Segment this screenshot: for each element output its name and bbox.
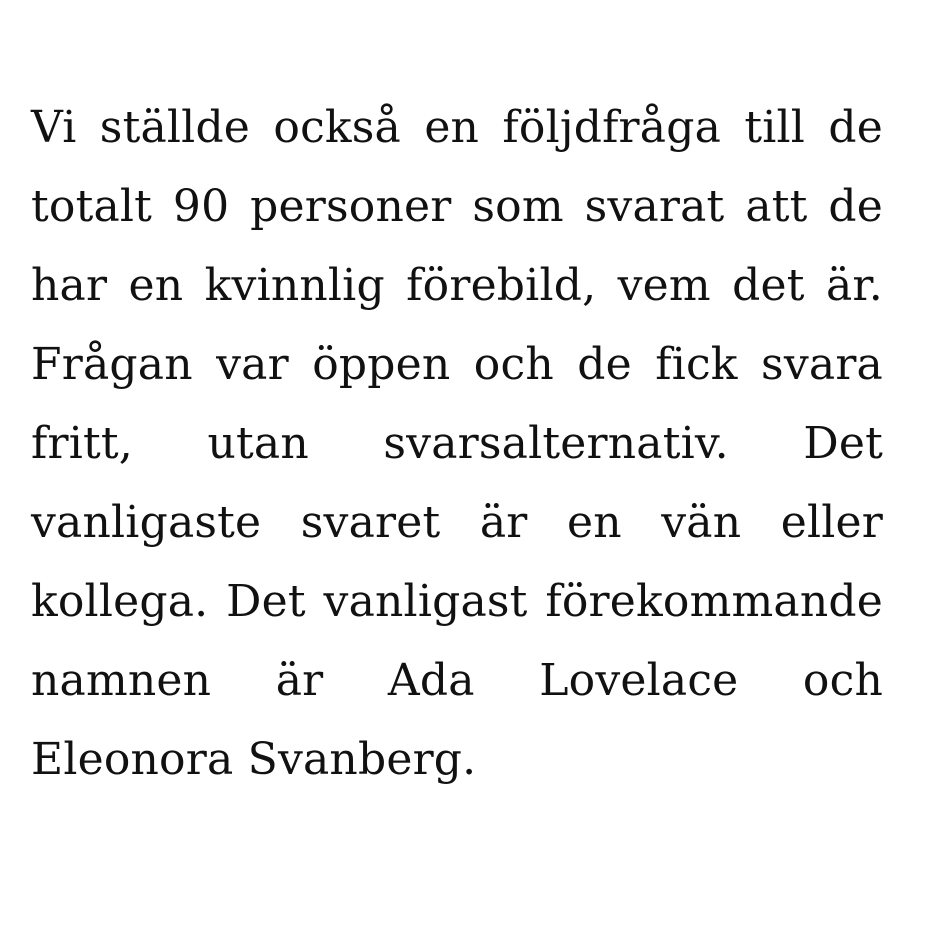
body-paragraph: Vi ställde också en följdfråga till de totalt 90 personer som svarat att de har en kvinnlig förebild, vem det är. Frågan var öppen och de fick svara fritt, utan svarsalternativ. Det vanligaste svaret är en vän eller kollega. Det vanligast förekommande namnen är Ada Lovelace och Eleonora Svanberg. [31,102,883,785]
